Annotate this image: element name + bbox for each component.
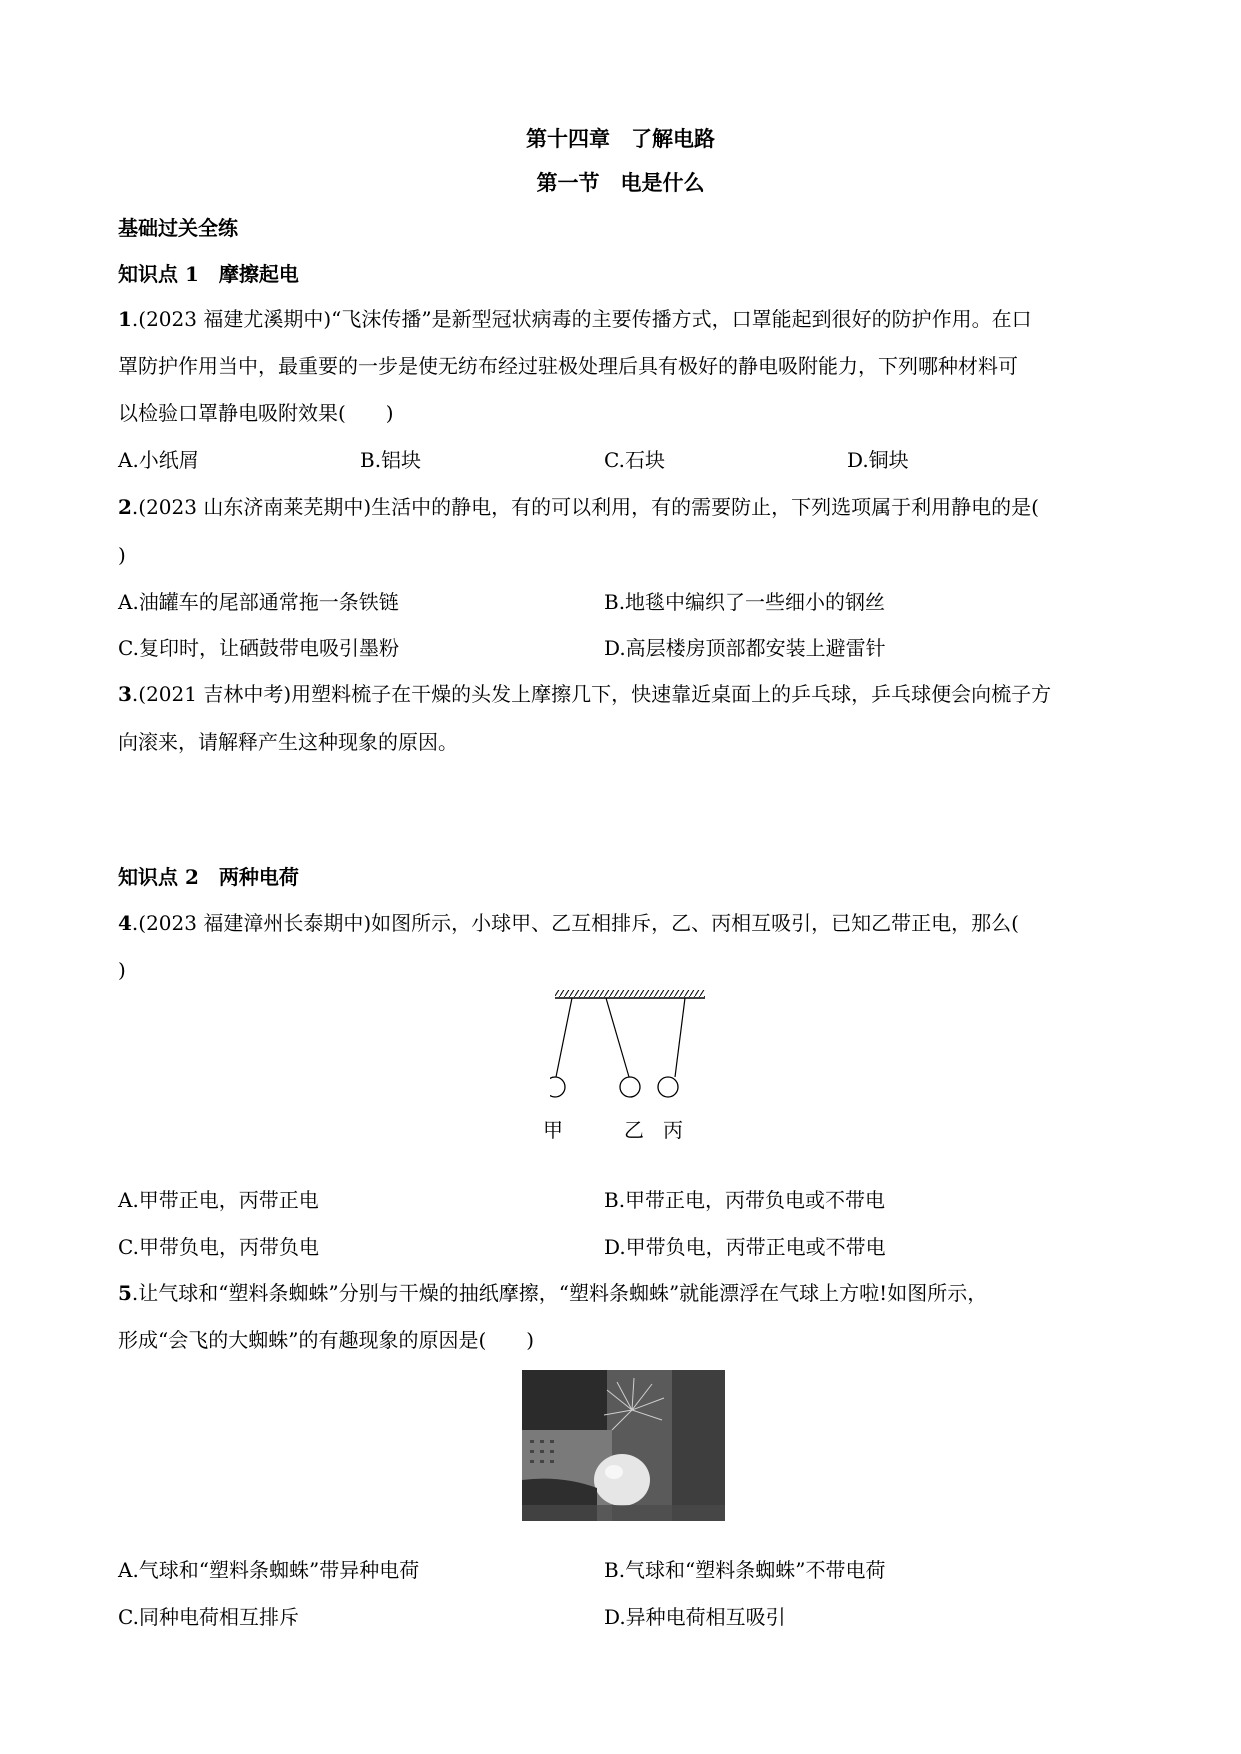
- q3-number: 3: [118, 682, 132, 706]
- label-bing: 丙: [663, 1118, 683, 1142]
- string-jia: [556, 998, 572, 1077]
- pendulum-figure: [550, 988, 710, 1142]
- section-title: 第一节 电是什么: [536, 170, 705, 195]
- q5-option-d: D.异种电荷相互吸引: [604, 1605, 786, 1629]
- q2-option-d: D.高层楼房顶部都安装上避雷针: [604, 636, 886, 660]
- knowledge-point-1: 知识点 1 摩擦起电: [118, 262, 299, 286]
- string-yi: [606, 998, 629, 1077]
- q4-line-2: ): [118, 958, 126, 982]
- q4-option-c: C.甲带负电，丙带负电: [118, 1235, 319, 1259]
- q1-option-d: D.铜块: [847, 448, 909, 472]
- part-title: 基础过关全练: [118, 216, 238, 240]
- q2-option-b: B.地毯中编织了一些细小的钢丝: [604, 590, 886, 614]
- ball-bing: [658, 1077, 678, 1097]
- knowledge-point-2: 知识点 2 两种电荷: [118, 865, 299, 889]
- q1-option-b: B.铝块: [360, 448, 422, 472]
- q2-option-c: C.复印时，让硒鼓带电吸引墨粉: [118, 636, 399, 660]
- photo-illustration: [522, 1370, 725, 1521]
- q5-option-b: B.气球和“塑料条蜘蛛”不带电荷: [604, 1558, 886, 1582]
- label-yi: 乙: [624, 1118, 644, 1142]
- q1-option-a: A.小纸屑: [118, 448, 199, 472]
- chapter-title: 第十四章 了解电路: [526, 126, 715, 151]
- q1-option-c: C.石块: [604, 448, 665, 472]
- balloon-spider-photo: [522, 1370, 725, 1521]
- ball-yi: [620, 1077, 640, 1097]
- q1-line-2: 罩防护作用当中，最重要的一步是使无纺布经过驻极处理后具有极好的静电吸附能力，下列哪种材料可: [118, 354, 1018, 378]
- q3-line-1: 3.(2021 吉林中考)用塑料梳子在干燥的头发上摩擦几下，快速靠近桌面上的乒乓球，乒乓球便会向梳子方: [118, 682, 1052, 706]
- q4-number: 4: [118, 911, 132, 935]
- q2-line-1: 2.(2023 山东济南莱芜期中)生活中的静电，有的可以利用，有的需要防止，下列选项属于利用静电的是(: [118, 495, 1039, 519]
- q4-option-b: B.甲带正电，丙带负电或不带电: [604, 1188, 886, 1212]
- q2-number: 2: [118, 495, 132, 519]
- q1-line-3: 以检验口罩静电吸附效果( ): [118, 401, 394, 425]
- ball-jia: [550, 1077, 565, 1097]
- string-bing: [675, 998, 685, 1077]
- q5-option-a: A.气球和“塑料条蜘蛛”带异种电荷: [118, 1558, 420, 1582]
- q2-option-a: A.油罐车的尾部通常拖一条铁链: [118, 590, 399, 614]
- q5-line-1: 5.让气球和“塑料条蜘蛛”分别与干燥的抽纸摩擦，“塑料条蜘蛛”就能漂浮在气球上方啦!如图所示，: [118, 1281, 988, 1305]
- q3-line-2: 向滚来，请解释产生这种现象的原因。: [118, 730, 458, 754]
- q4-option-d: D.甲带负电，丙带正电或不带电: [604, 1235, 886, 1259]
- q4-line-1: 4.(2023 福建漳州长泰期中)如图所示，小球甲、乙互相排斥，乙、丙相互吸引，已知乙带正电，那么(: [118, 911, 1019, 935]
- q1-number: 1: [118, 307, 132, 331]
- q5-option-c: C.同种电荷相互排斥: [118, 1605, 299, 1629]
- q5-number: 5: [118, 1281, 132, 1305]
- q4-option-a: A.甲带正电，丙带正电: [118, 1188, 319, 1212]
- ceiling-hatch: [555, 990, 705, 997]
- q2-line-2: ): [118, 543, 126, 567]
- label-jia: 甲: [543, 1118, 563, 1142]
- q5-line-2: 形成“会飞的大蜘蛛”的有趣现象的原因是( ): [118, 1328, 535, 1352]
- q1-line-1: 1.(2023 福建尤溪期中)“飞沫传播”是新型冠状病毒的主要传播方式，口罩能起到很好的防护作用。在口: [118, 307, 1032, 331]
